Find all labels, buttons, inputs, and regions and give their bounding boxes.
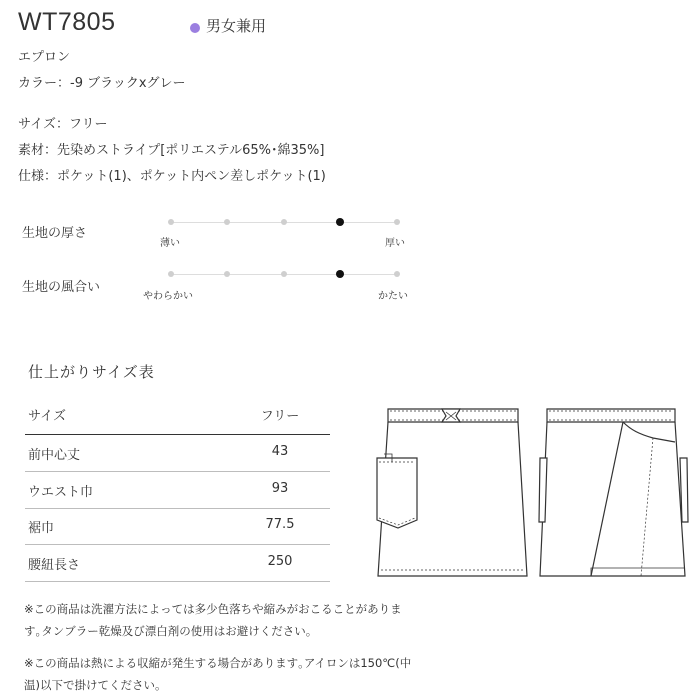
thickness-max-label: 厚い (385, 238, 405, 249)
texture-max-label: かたい (378, 291, 408, 302)
size-table-title: 仕上がりサイズ表 (28, 363, 155, 381)
thickness-scale-step-3 (281, 219, 287, 225)
texture-scale-step-2 (224, 271, 230, 277)
size-table-header (25, 396, 330, 432)
care-note-2-line-1: ※この商品は熱による収縮が発生する場合があります｡アイロンは150℃(中 (24, 656, 412, 670)
texture-min-label: やわらかい (143, 291, 193, 302)
size-table-row-value: 77.5 (265, 517, 295, 532)
texture-scale-label: 生地の風合い (22, 280, 101, 295)
table-row (25, 435, 330, 471)
size-table-row-divider (25, 581, 330, 582)
texture-scale-step-5 (394, 271, 400, 277)
item-type: エプロン (18, 50, 71, 65)
thickness-scale-selected-marker (336, 218, 344, 226)
size-info: サイズ：フリー (18, 117, 108, 132)
care-note-1-line-1: ※この商品は洗濯方法によっては多少色落ちや縮みがおこることがありま (24, 602, 402, 616)
care-note-2-line-2: 温)以下で掛けてください｡ (24, 678, 161, 692)
color-info: カラー：-9 ブラックxグレー (18, 76, 186, 91)
gender-indicator-dot (190, 23, 200, 33)
size-table-row-value: 250 (267, 554, 293, 569)
texture-scale-selected-marker (336, 270, 344, 278)
material-info: 素材：先染めストライプ[ポリエステル65%･綿35%] (18, 143, 325, 158)
size-table-row-key: 腰紐長さ (28, 558, 81, 573)
features-info: 仕様：ポケット(1)、ポケット内ペン差しポケット(1) (18, 169, 326, 184)
size-table-header-key: サイズ (28, 409, 66, 424)
texture-scale-step-3 (281, 271, 287, 277)
size-table-row-value: 93 (271, 481, 289, 496)
apron-front-illustration (370, 400, 530, 584)
product-code: WT7805 (18, 8, 116, 36)
thickness-min-label: 薄い (160, 238, 180, 249)
table-row (25, 508, 330, 544)
size-table-row-key: 前中心丈 (28, 448, 81, 463)
care-note-1-line-2: す｡タンブラー乾燥及び漂白剤の使用はお避けください｡ (24, 624, 312, 638)
thickness-scale-label: 生地の厚さ (22, 226, 88, 241)
size-table-header-value: フリー (260, 409, 300, 424)
size-table-row-value: 43 (271, 444, 289, 459)
thickness-scale-step-5 (394, 219, 400, 225)
table-row (25, 472, 330, 508)
size-table-row-key: 裾巾 (28, 521, 55, 536)
thickness-scale-step-2 (224, 219, 230, 225)
size-table-row-key: ウエスト巾 (28, 485, 94, 500)
apron-back-illustration (535, 400, 695, 584)
thickness-scale-step-1 (168, 219, 174, 225)
table-row (25, 545, 330, 581)
texture-scale-step-1 (168, 271, 174, 277)
gender-label: 男女兼用 (206, 17, 267, 35)
